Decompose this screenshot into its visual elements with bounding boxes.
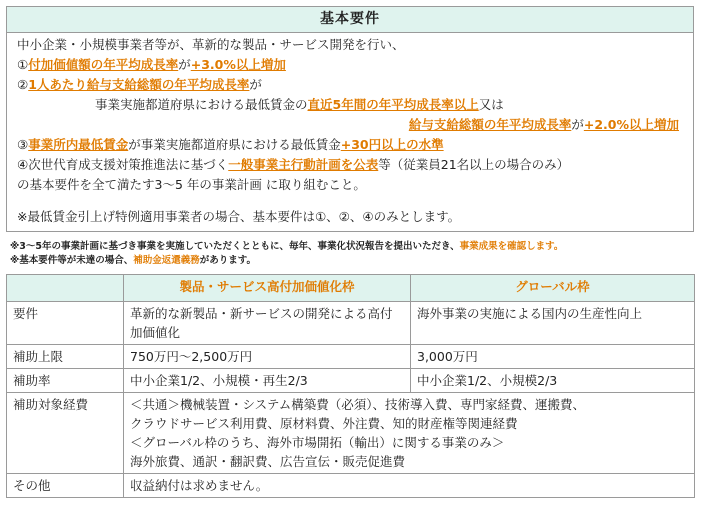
req1-mid: が <box>178 57 191 72</box>
req2-line3-highlight-b: +2.0%以上増加 <box>583 117 679 132</box>
req2-line3-mid: が <box>571 117 584 132</box>
requirement-3 <box>17 135 685 155</box>
row-label: 要件 <box>7 302 124 345</box>
expense-line: 海外旅費、通訳・翻訳費、広告宣伝・販売促進費 <box>130 454 406 469</box>
row-cell: 中小企業1/2、小規模2/3 <box>411 369 695 393</box>
requirement-4 <box>17 155 685 175</box>
special-note: ※最低賃金引上げ特例適用事業者の場合、基本要件は①、②、④のみとします。 <box>17 209 461 224</box>
req1-highlight-a: 付加価値額の年平均成長率 <box>28 57 179 72</box>
requirement-1 <box>17 55 685 75</box>
note-1-highlight: 事業成果を確認します。 <box>459 241 564 252</box>
req4-highlight: 一般事業主行動計画を公表 <box>228 157 379 172</box>
req2-line2-pre: 事業実施都道府県における最低賃金の <box>95 97 308 112</box>
header-empty <box>7 275 124 302</box>
req2-num: ② <box>17 77 29 92</box>
table-row <box>7 474 695 498</box>
req3-num: ③ <box>17 137 29 152</box>
req3-highlight-b: +30円以上の水準 <box>340 137 444 152</box>
req4-num: ④ <box>17 157 29 172</box>
row-label: 補助対象経費 <box>7 393 124 474</box>
note-2-highlight: 補助金返還義務 <box>133 255 200 266</box>
expense-line: ＜共通＞機械装置・システム構築費（必須）、技術導入費、専門家経費、運搬費、 <box>130 397 586 412</box>
note-2-post: があります。 <box>199 255 257 266</box>
req2-line2-highlight: 直近5年間の年平均成長率以上 <box>307 97 479 112</box>
closing-line: の基本要件を全て満たす3～5 年の事業計画 に取り組むこと。 <box>17 177 366 192</box>
expense-line: ＜グローバル枠のうち、海外市場開拓（輸出）に関する事業のみ＞ <box>130 435 505 450</box>
table-row <box>7 302 695 345</box>
row-cell: 海外事業の実施による国内の生産性向上 <box>411 302 695 345</box>
row-cell-merged: 収益納付は求めません。 <box>124 474 695 498</box>
req3-highlight-a: 事業所内最低賃金 <box>28 137 129 152</box>
row-label: その他 <box>7 474 124 498</box>
req4-post: 等（従業員21名以上の場合のみ） <box>378 157 570 172</box>
note-1-text: ※3～5年の事業計画に基づき事業を実施していただくとともに、毎年、事業化状況報告を提出いただき、 <box>10 241 460 252</box>
req1-num: ① <box>17 57 29 72</box>
req4-pre: 次世代育成支援対策推進法に基づく <box>28 157 229 172</box>
basic-requirements-box <box>6 6 694 232</box>
note-2-text: ※基本要件等が未達の場合、 <box>10 255 134 266</box>
req2-mid: が <box>249 77 262 92</box>
header-global: グローバル枠 <box>411 275 695 302</box>
row-cell: 革新的な新製品・新サービスの開発による高付加価値化 <box>124 302 411 345</box>
row-cell: 中小企業1/2、小規模・再生2/3 <box>124 369 411 393</box>
expense-line: クラウドサービス利用費、原材料費、外注費、知的財産権等関連経費 <box>130 416 518 431</box>
row-cell: 3,000万円 <box>411 345 695 369</box>
req2-line3-highlight-a: 給与支給総額の年平均成長率 <box>408 117 572 132</box>
header-product-service: 製品・サービス高付加価値化枠 <box>124 275 411 302</box>
req3-mid: が事業実施都道府県における最低賃金 <box>128 137 341 152</box>
req1-highlight-b: +3.0%以上増加 <box>190 57 286 72</box>
intro-line: 中小企業・小規模事業者等が、革新的な製品・サービス開発を行い、 <box>17 37 405 52</box>
note-2 <box>10 254 563 268</box>
table-row <box>7 345 695 369</box>
requirement-2-line2 <box>17 95 685 115</box>
row-label: 補助率 <box>7 369 124 393</box>
table-row <box>7 369 695 393</box>
row-cell-merged <box>124 393 695 474</box>
req2-highlight-a: 1人あたり給与支給総額の年平均成長率 <box>28 77 250 92</box>
row-label: 補助上限 <box>7 345 124 369</box>
basic-requirements-title: 基本要件 <box>7 7 693 33</box>
notes-block <box>10 240 563 268</box>
req2-line2-post: 又は <box>478 97 504 112</box>
row-cell: 750万円～2,500万円 <box>124 345 411 369</box>
basic-requirements-body <box>7 33 693 227</box>
requirement-2 <box>17 75 685 95</box>
table-row <box>7 393 695 474</box>
table-header-row <box>7 275 695 302</box>
note-1 <box>10 240 563 254</box>
frames-table <box>6 274 695 498</box>
requirement-2-line3 <box>17 115 685 135</box>
